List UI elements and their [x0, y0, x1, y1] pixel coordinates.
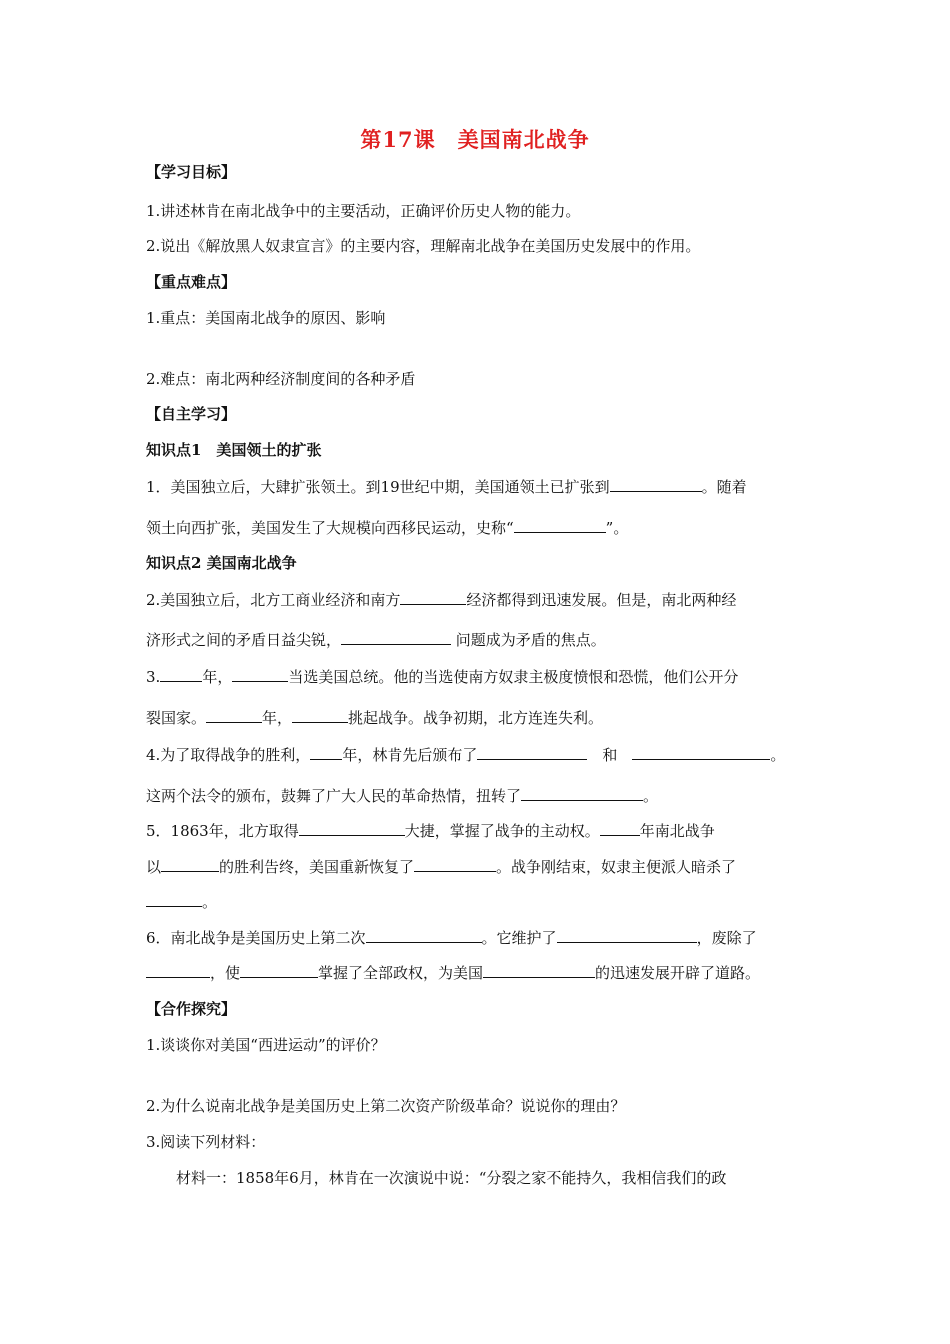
q5-text-a: 5．1863年，北方取得 — [146, 822, 299, 840]
question-6-line-2 — [146, 962, 760, 983]
fill-blank[interactable] — [600, 820, 640, 836]
q5-text-d: 以 — [146, 858, 162, 876]
knowledge-point-1: 知识点1 美国领土的扩张 — [146, 441, 322, 459]
fill-blank[interactable] — [146, 962, 210, 978]
q5-text-b: 大捷，掌握了战争的主动权。 — [404, 822, 600, 840]
question-6-line-1 — [146, 927, 757, 948]
q3-text-a: 3. — [146, 668, 161, 686]
material-one: 材料一：1858年6月，林肯在一次演说中说：“分裂之家不能持久，我相信我们的政 — [176, 1169, 727, 1187]
question-4-line-1 — [146, 744, 785, 765]
fill-blank[interactable] — [160, 666, 202, 682]
question-4-line-2 — [146, 785, 658, 806]
q1-text-a: 1．美国独立后，大肆扩张领土。到19世纪中期，美国通领土已扩张到 — [146, 478, 610, 496]
question-1-line-2 — [146, 517, 628, 538]
q2-text-b: 经济都得到迅速发展。但是，南北两种经 — [466, 591, 737, 609]
fill-blank[interactable] — [292, 707, 348, 723]
question-2-line-1 — [146, 589, 736, 610]
fill-blank[interactable] — [414, 856, 496, 872]
goal-item-1: 1.讲述林肯在南北战争中的主要活动，正确评价历史人物的能力。 — [146, 202, 581, 220]
fill-blank[interactable] — [610, 476, 702, 492]
q4-text-b: 年，林肯先后颁布了 — [342, 746, 478, 764]
fill-blank[interactable] — [366, 927, 482, 943]
q3-text-d: 裂国家。 — [146, 709, 207, 727]
question-1-line-1 — [146, 476, 747, 497]
question-5-line-1 — [146, 820, 715, 841]
knowledge-point-2: 知识点2 美国南北战争 — [146, 554, 297, 572]
coop-question-2: 2.为什么说南北战争是美国历史上第二次资产阶级革命？说说你的理由？ — [146, 1097, 626, 1115]
q2-text-c: 济形式之间的矛盾日益尖锐， — [146, 631, 342, 649]
fill-blank[interactable] — [557, 927, 697, 943]
fill-blank[interactable] — [206, 707, 262, 723]
q3-text-c: 当选美国总统。他的当选使南方奴隶主极度愤恨和恐慌，他们公开分 — [288, 668, 739, 686]
q5-text-c: 年南北战争 — [639, 822, 715, 840]
q4-text-d: 。 — [770, 746, 786, 764]
goal-item-2: 2.说出《解放黑人奴隶宣言》的主要内容，理解南北战争在美国历史发展中的作用。 — [146, 237, 701, 255]
q1-text-d: ”。 — [605, 519, 629, 537]
fill-blank[interactable] — [514, 517, 606, 533]
q2-text-d: 问题成为矛盾的焦点。 — [451, 631, 606, 649]
q5-text-e: 的胜利告终，美国重新恢复了 — [219, 858, 415, 876]
section-heading-self-study: 【自主学习】 — [146, 405, 237, 423]
q6-text-a: 6．南北战争是美国历史上第二次 — [146, 929, 366, 947]
question-5-line-3 — [146, 891, 217, 912]
q1-text-c: 领土向西扩张，美国发生了大规模向西移民运动，史称“ — [146, 519, 514, 537]
fill-blank[interactable] — [161, 856, 219, 872]
question-3-line-1 — [146, 666, 738, 687]
q3-text-b: 年， — [202, 668, 233, 686]
q5-text-g: 。 — [202, 893, 218, 911]
fill-blank[interactable] — [400, 589, 466, 605]
q5-text-f: 。战争刚结束，奴隶主便派人暗杀了 — [496, 858, 737, 876]
q3-text-f: 挑起战争。战争初期，北方连连失利。 — [348, 709, 604, 727]
fill-blank[interactable] — [521, 785, 643, 801]
q3-text-e: 年， — [262, 709, 293, 727]
q6-text-c: ，废除了 — [696, 929, 757, 947]
section-heading-key: 【重点难点】 — [146, 273, 237, 291]
q4-text-c: 和 — [602, 746, 618, 764]
coop-question-1: 1.谈谈你对美国“西进运动”的评价？ — [146, 1036, 386, 1054]
q2-text-a: 2.美国独立后，北方工商业经济和南方 — [146, 591, 401, 609]
fill-blank[interactable] — [146, 891, 202, 907]
fill-blank[interactable] — [232, 666, 288, 682]
page-title: 第17课 美国南北战争 — [360, 127, 590, 152]
fill-blank[interactable] — [477, 744, 587, 760]
key-item-1: 1.重点：美国南北战争的原因、影响 — [146, 309, 386, 327]
q4-text-a: 4.为了取得战争的胜利， — [146, 746, 311, 764]
q4-text-f: 。 — [643, 787, 659, 805]
q6-text-b: 。它维护了 — [481, 929, 557, 947]
q4-text-e: 这两个法令的颁布，鼓舞了广大人民的革命热情，扭转了 — [146, 787, 522, 805]
question-2-line-2 — [146, 629, 606, 650]
coop-question-3: 3.阅读下列材料： — [146, 1133, 266, 1151]
section-heading-goals: 【学习目标】 — [146, 163, 237, 181]
q1-text-b: 。随着 — [701, 478, 747, 496]
key-item-2: 2.难点：南北两种经济制度间的各种矛盾 — [146, 370, 416, 388]
section-heading-cooperation: 【合作探究】 — [146, 1000, 237, 1018]
q6-text-e: 掌握了全部政权，为美国 — [318, 964, 484, 982]
question-3-line-2 — [146, 707, 603, 728]
question-5-line-2 — [146, 856, 736, 877]
fill-blank[interactable] — [299, 820, 405, 836]
fill-blank[interactable] — [240, 962, 318, 978]
q6-text-d: ，使 — [210, 964, 241, 982]
fill-blank[interactable] — [632, 744, 770, 760]
q6-text-f: 的迅速发展开辟了道路。 — [595, 964, 761, 982]
fill-blank[interactable] — [310, 744, 342, 760]
fill-blank[interactable] — [483, 962, 595, 978]
fill-blank[interactable] — [341, 629, 451, 645]
